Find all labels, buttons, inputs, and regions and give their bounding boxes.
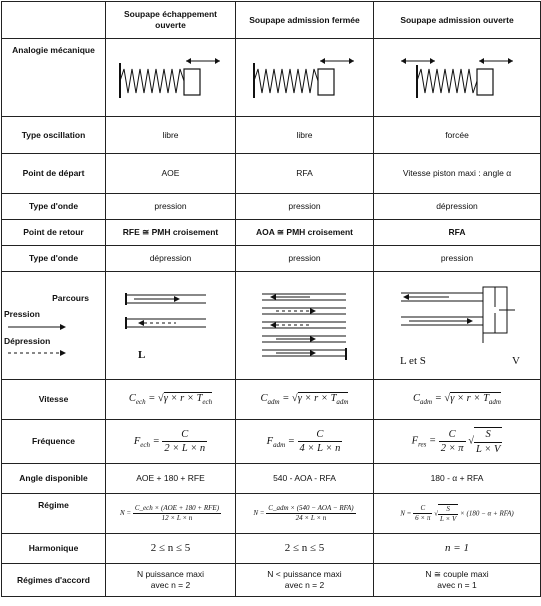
spring-diagram-intake-closed (236, 39, 374, 117)
row-regimes-accord (2, 564, 541, 597)
formula-frequence-1: $F_{ech}$ = $\frac{C}{2 \times L \times n}$ (106, 420, 236, 464)
cell-point-depart-3: Vitesse piston maxi : angle α (374, 154, 541, 194)
formula-lhs: F (133, 435, 141, 447)
row-type-oscillation (2, 117, 541, 154)
formula-numerator: C_ech × (AOE + 180 + RFE) (134, 504, 220, 513)
row-label-type-onde: Type d'onde (2, 194, 106, 220)
cell-harmonique-2: 2 ≤ n ≤ 5 (236, 534, 374, 564)
formula-sqrt-fraction (438, 504, 458, 524)
formula-denominator: 6 × π (415, 514, 431, 522)
accord-line: avec n = 2 (284, 580, 325, 590)
row-type-onde-2 (2, 246, 541, 272)
pipe-wave-diagram (116, 289, 226, 349)
legend-solid-arrow (8, 322, 68, 332)
cell-angle-1: AOE + 180 + RFE (106, 464, 236, 494)
row-label-analogie: Analogie mécanique (2, 39, 106, 117)
row-parcours (2, 272, 541, 380)
row-analogie (2, 39, 541, 117)
spring-diagram-exhaust (106, 39, 236, 117)
cell-type-onde-2-2: pression (236, 246, 374, 272)
cell-harmonique-3: n = 1 (374, 534, 541, 564)
cell-point-retour-2: AOA ≅ PMH croisement (236, 220, 374, 246)
formula-denominator: L × V (440, 514, 457, 523)
formula-regime-1: N = $\frac{\text{C\_ech × (AOE + 180 + RFE)}}{12 \times L \times n}$ (106, 494, 236, 534)
spring-diagram-intake-open (374, 39, 541, 117)
formula-denominator: 12 × L × n (161, 514, 193, 522)
formula-denominator: L × V (475, 443, 501, 455)
formula-sub: res (418, 441, 427, 449)
row-label-harmonique: Harmonique (2, 534, 106, 564)
formula-vitesse-1: $C_{ech} = √\gamma \times r \times T_{ech}$ (106, 380, 236, 420)
row-label-parcours: Parcours (52, 292, 89, 303)
header-col-intake-closed: Soupape admission fermée (236, 2, 374, 39)
cell-type-onde-2-3: pression (374, 246, 541, 272)
cell-point-retour-3: RFA (374, 220, 541, 246)
accord-line: N ≅ couple maxi (425, 569, 489, 580)
spring-mass-diagram (116, 53, 226, 103)
cell-point-depart-1: AOE (106, 154, 236, 194)
formula-lhs: C (413, 393, 421, 405)
pipe-wave-diagram (250, 288, 360, 363)
row-label-vitesse: Vitesse (2, 380, 106, 420)
formula-vitesse-2: $C_{adm} = √\gamma \times r \times T_{adm}$ (236, 380, 374, 420)
formula-fraction (162, 428, 207, 455)
row-type-onde-1 (2, 194, 541, 220)
cell-type-onde-2-1: dépression (106, 246, 236, 272)
cell-type-oscillation-3: forcée (374, 117, 541, 154)
row-point-retour (2, 220, 541, 246)
formula-sqrt-fraction (474, 427, 502, 455)
parcours-caption-row (376, 355, 538, 369)
row-label-regimes-accord: Régimes d'accord (2, 564, 106, 597)
row-vitesse (2, 380, 541, 420)
formula-fraction (266, 504, 355, 523)
formula-radicand-sub: adm (488, 398, 501, 407)
formula-fraction (133, 504, 221, 523)
row-point-depart (2, 154, 541, 194)
accord-line: N < puissance maxi (267, 569, 342, 580)
row-label-type-oscillation: Type oscillation (2, 117, 106, 154)
formula-lhs: F (266, 435, 274, 447)
formula-numerator: S (474, 428, 502, 442)
legend-pression-label: Pression (4, 309, 40, 320)
legend-depression-label: Dépression (4, 335, 51, 346)
row-angle (2, 464, 541, 494)
formula-frequence-2: $F_{adm}$ = $\frac{C}{4 \times L \times n}$ (236, 420, 374, 464)
formula-fraction (439, 428, 466, 455)
formula-radicand-sub: ech (202, 398, 213, 407)
header-corner (2, 2, 106, 39)
parcours-caption-ls: L et S (400, 354, 426, 367)
formula-radicand-text: γ × r × T (163, 393, 203, 405)
row-label-point-retour: Point de retour (2, 220, 106, 246)
formula-denominator: 24 × L × n (295, 514, 327, 522)
formula-sub: ech (135, 398, 146, 407)
formula-tail: × (180 − α + RFA) (460, 509, 514, 518)
spring-mass-diagram (250, 53, 360, 103)
formula-lhs: C (260, 393, 268, 405)
formula-regime-3: N = $\frac{C}{6 \times \pi}$ √ $\frac{S}{L \times V}$ × (180 − α + RFA) (374, 494, 541, 534)
formula-denominator: 2 × L × n (164, 443, 206, 454)
cell-angle-3: 180 - α + RFA (374, 464, 541, 494)
cell-harmonique-1: 2 ≤ n ≤ 5 (106, 534, 236, 564)
row-frequence (2, 420, 541, 464)
formula-lhs: C (128, 393, 136, 405)
parcours-diagram-intake-open (374, 272, 541, 380)
formula-numerator: C (298, 428, 343, 442)
formula-vitesse-3: $C_{adm} = √\gamma \times r \times T_{adm}$ (374, 380, 541, 420)
spring-mass-diagram-forced (397, 53, 517, 103)
cell-type-oscillation-1: libre (106, 117, 236, 154)
legend-dashed-arrow (8, 348, 68, 358)
cell-point-depart-2: RFA (236, 154, 374, 194)
formula-numerator: C_adm × (540 − AOA − RFA) (268, 504, 354, 513)
row-regime (2, 494, 541, 534)
row-label-type-onde: Type d'onde (2, 246, 106, 272)
formula-radicand-sub: adm (336, 398, 349, 407)
row-harmonique (2, 534, 541, 564)
accord-line: N puissance maxi (136, 569, 205, 580)
header-row (2, 2, 541, 39)
formula-sub: adm (267, 398, 280, 407)
formula-numerator: C (162, 428, 207, 442)
formula-fraction (298, 428, 343, 455)
row-label-point-depart: Point de départ (2, 154, 106, 194)
cell-point-retour-1: RFE ≅ PMH croisement (106, 220, 236, 246)
row-label-angle: Angle disponible (2, 464, 106, 494)
cell-regimes-accord-1 (106, 564, 236, 597)
formula-regime-2: N = $\frac{\text{C\_adm × (540 − AOA − RFA)}}{24 \times L \times n}$ (236, 494, 374, 534)
formula-sub: adm (420, 398, 433, 407)
row-label-frequence: Fréquence (2, 420, 106, 464)
cell-type-onde-1-1: pression (106, 194, 236, 220)
header-col-intake-open: Soupape admission ouverte (374, 2, 541, 39)
accord-line: avec n = 1 (437, 580, 477, 590)
cell-type-onde-1-3: dépression (374, 194, 541, 220)
formula-fraction (413, 504, 432, 523)
cell-type-oscillation-2: libre (236, 117, 374, 154)
cell-angle-2: 540 - AOA - RFA (236, 464, 374, 494)
resonator-diagram (387, 283, 527, 355)
formula-numerator: C (439, 428, 466, 442)
formula-radicand-text: γ × r × T (450, 393, 489, 405)
row-label-regime: Régime (2, 494, 106, 534)
formula-numerator: C (413, 504, 432, 514)
formula-lhs: F (411, 435, 419, 447)
formula-denominator: 2 × π (440, 443, 464, 454)
formula-numerator: S (438, 505, 458, 515)
cell-regimes-accord-3 (374, 564, 541, 597)
formula-radicand-text: γ × r × T (297, 393, 337, 405)
parcours-caption-l: L (138, 348, 146, 361)
header-col-exhaust-open: Soupape échappement ouverte (106, 2, 236, 39)
parcours-diagram-intake-closed (236, 272, 374, 380)
cell-type-onde-1-2: pression (236, 194, 374, 220)
parcours-caption-v: V (512, 354, 520, 367)
cell-regimes-accord-2 (236, 564, 374, 597)
formula-sub: ech (140, 441, 150, 449)
formula-frequence-3: $F_{res}$ = $\frac{C}{2 \times \pi}$ √ $\frac{S}{L \times V}$ (374, 420, 541, 464)
engine-tuning-table (1, 1, 541, 597)
parcours-diagram-exhaust (106, 272, 236, 380)
parcours-legend (2, 272, 106, 380)
formula-sub: adm (273, 441, 286, 449)
formula-denominator: 4 × L × n (299, 443, 341, 454)
accord-line: avec n = 2 (150, 580, 191, 590)
